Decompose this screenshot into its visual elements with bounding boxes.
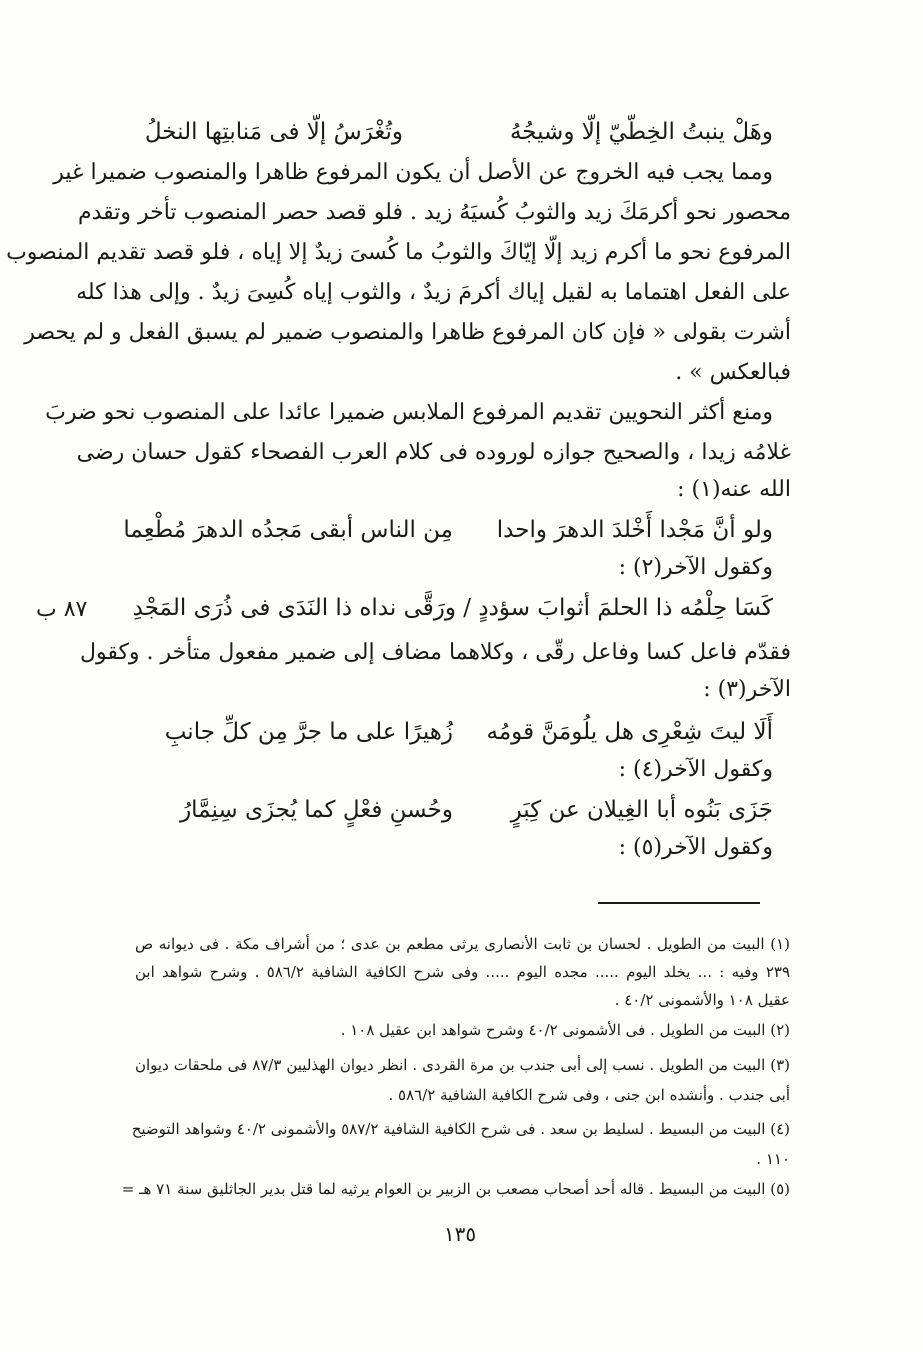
para-2-line-1: ومنع أكثر النحويين تقديم المرفوع الملابس ضميرا عائدا على المنصوب نحو ضربَ [45,400,773,425]
verse-2-hemistich-1: ولو أنَّ مَجْدا أَخْلدَ الدهرَ واحدا [496,517,773,543]
verse-1-hemistich-1: وهَلْ ينبتُ الخِطّيّ إلّا وشيجُهُ [509,119,773,145]
para-2-line-3: الله عنه(١) : [677,477,791,502]
para-3-line-1: فقدّم فاعل كسا وفاعل رقّى ، وكلاهما مضاف إلى ضمير مفعول متأخر . وكقول [79,640,791,665]
para-1-line-2: محصور نحو أكرمَكَ زيد والثوبُ كُسيَهُ زيد . فلو قصد حصر المنصوب تأخر وتقدم [77,200,791,225]
footnote-2: (٢) البيت من الطويل . فى الأشمونى ٤٠/٢ وشرح شواهد ابن عقيل ١٠٨ . [340,1021,790,1039]
para-1-line-5: أشرت بقولى « فإن كان المرفوع ظاهرا والمنصوب ضمير لم يسبق الفعل و لم يحصر [24,320,791,345]
verse-3: كَسَا حِلْمُه ذا الحلمَ أثوابَ سؤددٍ / ورَقَّى نداه ذا النَدَى فى ذُرَى المَجْدِ [132,595,773,621]
footnote-1-line-3: عقيل ١٠٨ والأشمونى ٤٠/٢ . [614,991,790,1009]
verse-2-cue: وكقول الآخر(٢) : [618,555,773,580]
footnote-3-line-1: (٣) البيت من الطويل . نسب إلى أبى جندب بن مرة القردى . انظر ديوان الهذليين ٨٧/٣ فى ملحقات ديوان [135,1056,790,1074]
verse-5-hemistich-1: جَزَى بَنُوه أبا الغِيلان عن كِبَرٍ [510,797,773,823]
margin-folio-note: ٨٧ ب [36,597,88,622]
footnote-1-line-2: ٢٣٩ وفيه : ... يخلد اليوم ..... مجده اليوم ..... وفى شرح الكافية الشافية ٥٨٦/٢ . وشرح شواهد ابن [135,963,790,981]
verse-2-hemistich-2: مِن الناس أبقى مَجدُه الدهرَ مُطْعِما [123,517,453,543]
para-1-line-4: على الفعل اهتماما به لقيل إياك أكرمَ زيدٌ ، والثوب إياه كُسِىَ زيدٌ . وإلى هذا كله [76,280,791,305]
footnote-separator [598,902,760,904]
page-number: ١٣٥ [443,1222,477,1246]
verse-4-cue: وكقول الآخر(٤) : [618,757,773,782]
para-1-line-1: ومما يجب فيه الخروج عن الأصل أن يكون المرفوع ظاهرا والمنصوب ضميرا غير [53,160,773,185]
footnote-4-line-1: (٤) البيت من البسيط . لسليط بن سعد . فى شرح الكافية الشافية ٥٨٧/٢ والأشمونى ٤٠/٢ وشواهد التوضيح [131,1120,790,1138]
para-1-line-3: المرفوع نحو ما أكرم زيد إلّا إيّاكَ والثوبُ ما كُسىَ زيدٌ إلا إياه ، فلو قصد تقديم المنصوب [6,240,791,265]
footnote-4-line-2: ١١٠ . [756,1150,790,1168]
verse-4-hemistich-1: أَلَا ليتَ شِعْرِى هل يلُومَنَّ قومُه [486,719,773,745]
footnote-3-line-2: أبى جندب . وأنشده ابن جنى ، وفى شرح الكافية الشافية ٥٨٦/٢ . [388,1086,790,1104]
verse-1-hemistich-2: وتُغْرَسُ إلّا فى مَنابتِها النخلُ [144,119,403,145]
verse-4-hemistich-2: زُهيرًا على ما جرَّ مِن كلِّ جانبِ [164,719,453,745]
footnote-1-line-1: (١) البيت من الطويل . لحسان بن ثابت الأنصارى يرثى مطعم بن عدى ؛ من أشراف مكة . فى ديوانه ص [135,935,790,953]
footnote-5: (٥) البيت من البسيط . قاله أحد أصحاب مصعب بن الزبير بن العوام يرثيه لما قتل بدير الجاثليق سنة ٧١ هـ = [121,1180,790,1198]
verse-5-cue: وكقول الآخر(٥) : [618,835,773,860]
para-1-line-6: فبالعكس » . [675,360,791,385]
verse-5-hemistich-2: وحُسنِ فعْلٍ كما يُجزَى سِنِمَّارُ [180,797,453,823]
para-2-line-2: غلامُه زيدا ، والصحيح جوازه لوروده فى كلام العرب الفصحاء كقول حسان رضى [76,440,791,465]
para-3-line-2: الآخر(٣) : [703,677,791,702]
